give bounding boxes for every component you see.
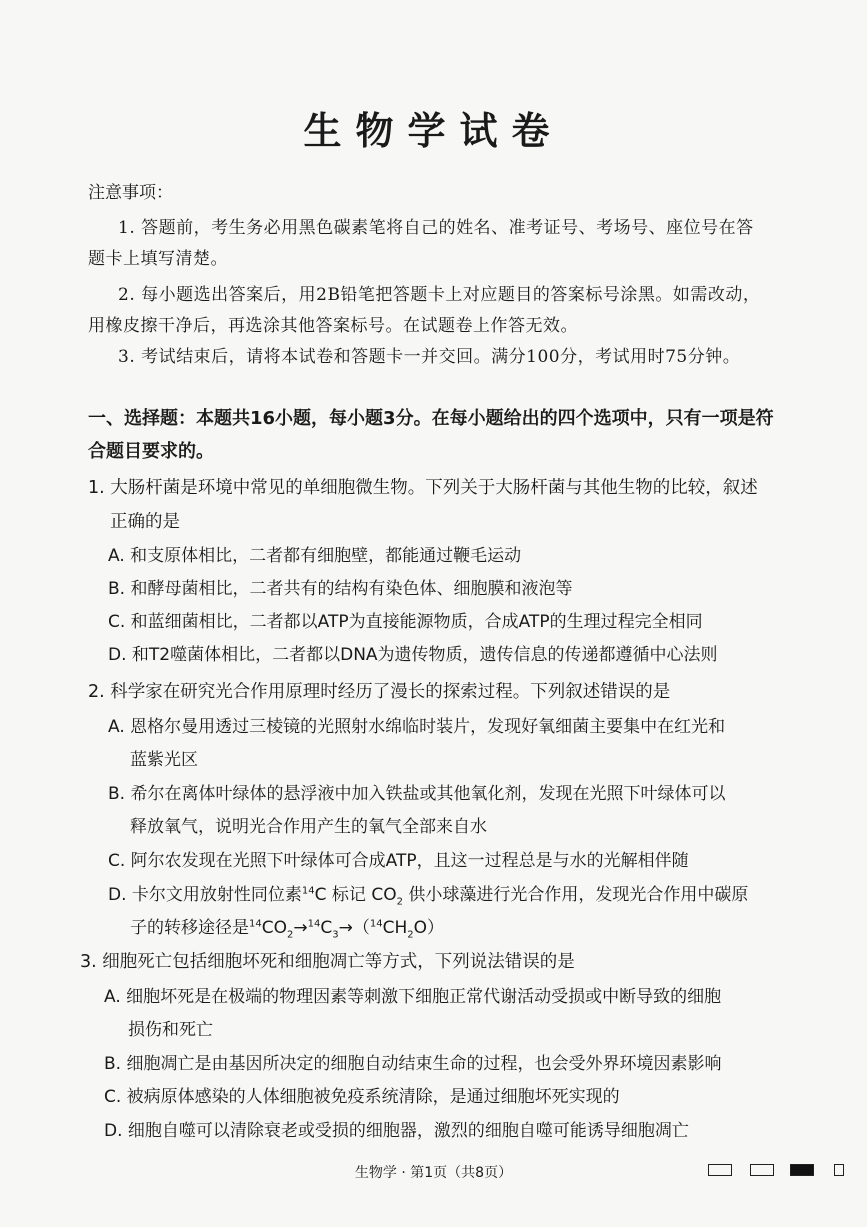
scan-mark-partial <box>834 1164 844 1176</box>
question-3-stem: 3. 细胞死亡包括细胞坏死和细胞凋亡等方式，下列说法错误的是 <box>80 952 575 972</box>
superscript: 14 <box>369 918 383 930</box>
subscript: 3 <box>332 929 339 941</box>
question-2-stem: 2. 科学家在研究光合作用原理时经历了漫长的探索过程。下列叙述错误的是 <box>88 682 671 702</box>
question-1-stem: 1. 大肠杆菌是环境中常见的单细胞微生物。下列关于大肠杆菌与其他生物的比较，叙述 <box>88 478 758 498</box>
subscript: 2 <box>396 896 403 908</box>
question-1-option-c: C. 和蓝细菌相比，二者都以ATP为直接能源物质，合成ATP的生理过程完全相同 <box>108 612 703 632</box>
section-heading-cont: 合题目要求的。 <box>88 441 214 462</box>
notice-line: 3. 考试结束后，请将本试卷和答题卡一并交回。满分100分，考试用时75分钟。 <box>118 347 741 367</box>
notice-line: 2. 每小题选出答案后，用2B铅笔把答题卡上对应题目的答案标号涂黑。如需改动， <box>118 285 761 305</box>
notice-heading: 注意事项： <box>88 183 173 203</box>
question-3-option-a: A. 细胞坏死是在极端的物理因素等刺激下细胞正常代谢活动受损或中断导致的细胞 <box>104 987 722 1007</box>
section-heading: 一、选择题：本题共16小题，每小题3分。在每小题给出的四个选项中，只有一项是符 <box>88 408 774 429</box>
superscript: 14 <box>307 918 321 930</box>
question-2-option-c: C. 阿尔农发现在光照下叶绿体可合成ATP，且这一过程总是与水的光解相伴随 <box>108 851 689 871</box>
text: 子的转移途径是 <box>130 918 249 938</box>
question-2-option-a-cont: 蓝紫光区 <box>130 750 198 770</box>
text: CO <box>261 918 287 938</box>
text: C <box>320 918 333 938</box>
question-2-option-a: A. 恩格尔曼用透过三棱镜的光照射水绵临时装片，发现好氧细菌主要集中在红光和 <box>108 717 726 737</box>
question-1-stem-cont: 正确的是 <box>110 512 180 532</box>
notice-line: 题卡上填写清楚。 <box>88 249 228 269</box>
text: → <box>293 918 308 938</box>
question-2-option-b-cont: 释放氧气，说明光合作用产生的氧气全部来自水 <box>130 817 487 837</box>
text: C 标记 CO <box>314 885 397 905</box>
scan-mark-empty <box>750 1164 774 1176</box>
question-3-option-d: D. 细胞自噬可以清除衰老或受损的细胞器，激烈的细胞自噬可能诱导细胞凋亡 <box>104 1121 689 1141</box>
notice-line: 1. 答题前，考生务必用黑色碳素笔将自己的姓名、准考证号、考场号、座位号在答 <box>118 218 754 238</box>
text: →（ <box>338 918 370 938</box>
subscript: 2 <box>287 929 294 941</box>
question-3-option-c: C. 被病原体感染的人体细胞被免疫系统清除，是通过细胞坏死实现的 <box>104 1087 620 1107</box>
text: O） <box>413 918 445 938</box>
text: CH <box>382 918 408 938</box>
question-1-option-a: A. 和支原体相比，二者都有细胞壁，都能通过鞭毛运动 <box>108 546 522 566</box>
page-footer: 生物学 · 第1页（共8页） <box>354 1165 513 1181</box>
superscript: 14 <box>301 885 315 897</box>
question-2-option-d-cont <box>130 913 444 940</box>
question-1-option-b: B. 和酵母菌相比，二者共有的结构有染色体、细胞膜和液泡等 <box>108 579 573 599</box>
question-1-option-d: D. 和T2噬菌体相比，二者都以DNA为遗传物质，遗传信息的传递都遵循中心法则 <box>108 645 718 665</box>
scan-mark-filled <box>790 1164 814 1176</box>
page-title: 生物学试卷 <box>303 108 564 153</box>
notice-line: 用橡皮擦干净后，再选涂其他答案标号。在试题卷上作答无效。 <box>88 316 578 336</box>
subscript: 2 <box>407 929 414 941</box>
text: D. 卡尔文用放射性同位素 <box>108 885 302 905</box>
question-3-option-a-cont: 损伤和死亡 <box>128 1020 213 1040</box>
superscript: 14 <box>249 918 262 930</box>
scan-mark-empty <box>708 1164 732 1176</box>
text: 供小球藻进行光合作用，发现光合作用中碳原 <box>402 885 749 905</box>
question-3-option-b: B. 细胞凋亡是由基因所决定的细胞自动结束生命的过程，也会受外界环境因素影响 <box>104 1054 722 1074</box>
question-2-option-d <box>108 880 748 907</box>
question-2-option-b: B. 希尔在离体叶绿体的悬浮液中加入铁盐或其他氧化剂，发现在光照下叶绿体可以 <box>108 784 726 804</box>
